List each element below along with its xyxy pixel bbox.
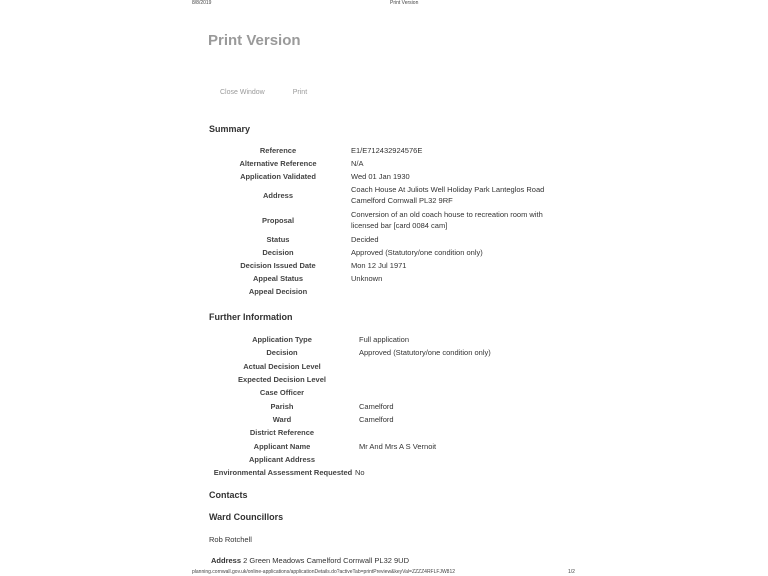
row-value: N/A [351,159,364,168]
table-row [209,333,565,346]
row-label: Decision Issued Date [240,261,316,270]
row-label: Status [266,235,290,244]
table-row [209,453,565,466]
row-label: Application Validated [240,172,316,181]
further-information-table [209,333,565,479]
row-value [355,386,565,399]
table-row [209,157,557,170]
row-value [355,360,565,373]
row-label: Expected Decision Level [238,375,326,385]
print-footer-url: planning.cornwall.gov.uk/online-applications/applicationDetails.do?activeTab=printPreview&keyVal=ZZZZ4RFLFJW812 [192,569,456,575]
row-label: Reference [259,146,297,155]
close-window-link[interactable]: Close Window [220,89,265,96]
councillor-address-value: 2 Green Meadows Camelford Cornwall PL32 9UD [243,556,410,565]
row-value: Approved (Statutory/one condition only) [351,248,483,257]
print-footer-page-number: 1/2 [568,569,575,575]
table-row [209,386,565,399]
table-row [209,272,557,285]
row-value: No [355,468,365,478]
row-value: Camelford [359,401,394,411]
row-label: Case Officer [259,388,305,398]
row-value: E1/E712432924576E [351,146,423,155]
print-header-title: Print Version [390,0,419,6]
row-value: Full application [359,335,410,345]
row-label: Application Type [252,335,312,345]
row-value: Coach House At Juliots Well Holiday Park Lanteglos Road Camelford Cornwall PL32 9RF [351,185,545,205]
ward-councillors-heading: Ward Councillors [209,512,284,522]
print-header-date: 8/8/2019 [192,0,212,6]
row-value [355,373,565,386]
row-label: Appeal Decision [248,287,308,296]
contacts-heading: Contacts [209,490,248,500]
row-label: Parish [270,401,294,411]
row-value: Decided [351,235,379,244]
row-label: Appeal Status [252,274,303,283]
further-information-heading: Further Information [209,312,293,322]
table-row [209,233,557,246]
row-label: Alternative Reference [239,159,317,168]
row-value [355,426,565,439]
row-label: Environmental Assessment Requested [213,468,353,478]
table-row [209,413,565,426]
table-row [209,207,557,233]
table-row [209,399,565,412]
row-value: Conversion of an old coach house to recreation room with licensed bar [card 0084 cam] [351,210,543,230]
row-label: Ward [272,414,292,424]
councillor-name: Rob Rotchell [209,535,252,544]
table-row [209,346,565,359]
row-label: Applicant Address [249,454,315,464]
table-row [209,373,565,386]
row-value: Mr And Mrs A S Vernoit [359,441,437,451]
row-value [355,453,565,466]
summary-table [209,144,557,298]
table-row [209,439,565,452]
print-actions [220,89,307,96]
row-value: Camelford [359,414,394,424]
table-row [209,259,557,272]
row-value: Wed 01 Jan 1930 [351,172,410,181]
summary-heading: Summary [209,124,251,134]
table-row [209,466,565,479]
row-value: Unknown [351,274,383,283]
table-row [209,144,557,157]
page-title: Print Version [208,32,301,49]
row-label: Decision [266,348,298,358]
table-row [209,246,557,259]
print-link[interactable]: Print [292,89,308,96]
councillor-address [211,556,409,565]
table-row [209,285,557,298]
row-value [347,285,557,298]
row-value: Approved (Statutory/one condition only) [359,348,491,358]
row-value: Mon 12 Jul 1971 [351,261,407,270]
table-row [209,426,565,439]
row-label: District Reference [249,428,315,438]
row-label: Decision [262,248,294,257]
table-row [209,183,557,207]
row-label: Actual Decision Level [243,361,321,371]
table-row [209,170,557,183]
row-label: Applicant Name [253,441,311,451]
councillor-address-label: Address [211,556,242,565]
row-label: Proposal [261,215,295,225]
table-row [209,360,565,373]
row-label: Address [262,190,293,200]
